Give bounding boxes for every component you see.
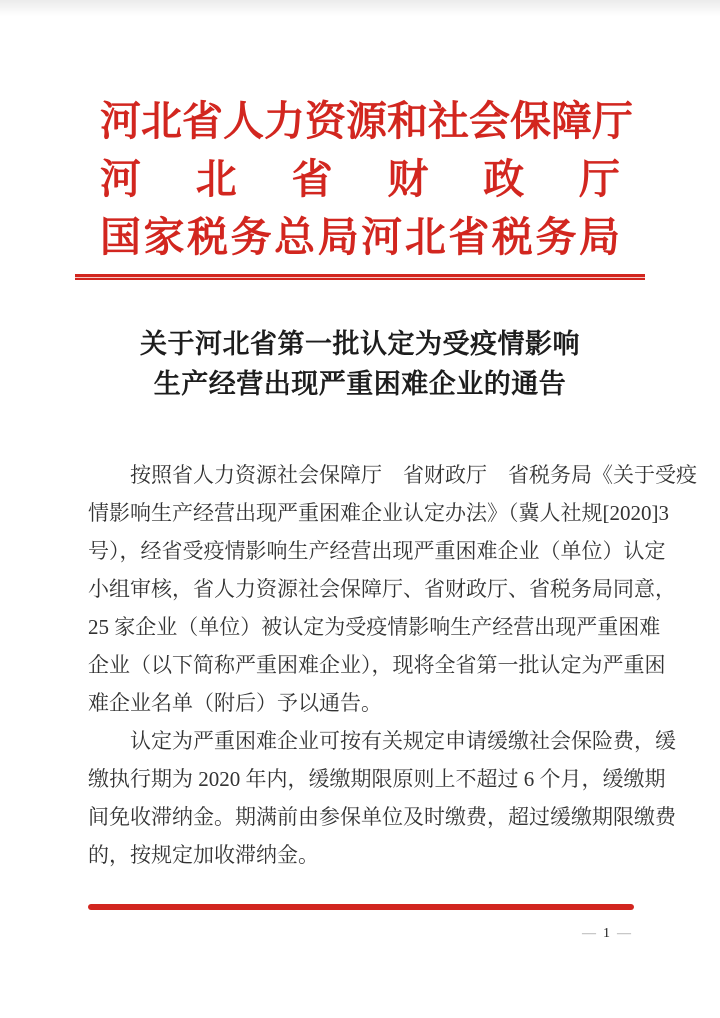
body-line: 号），经省受疫情影响生产经营出现严重困难企业（单位）认定 — [88, 539, 666, 563]
document-body — [88, 456, 697, 874]
letterhead-agency-3: 国家税务总局河北省税务局 — [100, 214, 620, 260]
body-line: 认定为严重困难企业可按有关规定申请缓缴社会保险费，缓 — [130, 729, 676, 753]
document-title — [0, 324, 720, 404]
letterhead-agency-1: 河北省人力资源和社会保障厅 — [100, 98, 633, 144]
body-line: 小组审核，省人力资源社会保障厅、省财政厅、省税务局同意， — [88, 577, 676, 601]
body-line: 按照省人力资源社会保障厅 省财政厅 省税务局《关于受疫 — [130, 463, 697, 487]
title-line-2: 生产经营出现严重困难企业的通告 — [153, 369, 567, 399]
body-line: 25 家企业（单位）被认定为受疫情影响生产经营出现严重困难 — [88, 615, 661, 639]
body-line: 企业（以下简称严重困难企业），现将全省第一批认定为严重困 — [88, 653, 666, 677]
page-number-value: 1 — [603, 926, 611, 941]
paragraph-1 — [88, 456, 697, 722]
body-line: 的，按规定加收滞纳金。 — [88, 843, 319, 867]
body-line: 间免收滞纳金。期满前由参保单位及时缴费，超过缓缴期限缴费 — [88, 805, 676, 829]
body-line: 难企业名单（附后）予以通告。 — [88, 691, 382, 715]
title-line-1: 关于河北省第一批认定为受疫情影响 — [140, 329, 580, 359]
body-line: 缴执行期为 2020 年内，缓缴期限原则上不超过 6 个月，缓缴期 — [88, 767, 666, 791]
letterhead-rule — [75, 274, 645, 280]
page-number — [0, 926, 720, 942]
letterhead-agency-2: 河北省财政厅 — [100, 156, 620, 202]
page-number-right-dash: — — [617, 926, 632, 941]
footer-rule — [88, 904, 634, 910]
paragraph-2 — [88, 722, 676, 874]
letterhead — [100, 92, 633, 266]
body-line: 情影响生产经营出现严重困难企业认定办法》（冀人社规[2020]3 — [88, 501, 669, 525]
page-number-left-dash: — — [582, 926, 597, 941]
